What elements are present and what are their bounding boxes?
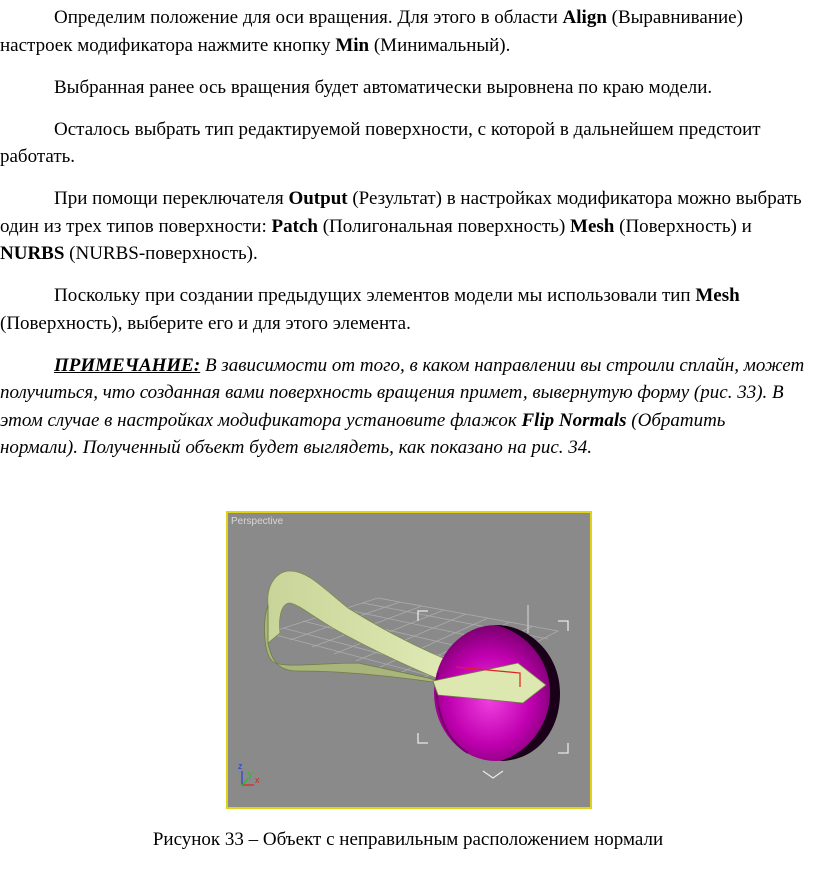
text: Определим положение для оси вращения. Для этого в области bbox=[54, 7, 563, 28]
text: (NURBS-поверхность). bbox=[64, 243, 258, 264]
axis-tripod bbox=[238, 761, 260, 785]
axis-z-label: z bbox=[238, 761, 243, 771]
axis-x-label: x bbox=[255, 775, 260, 785]
paragraph-align bbox=[0, 4, 816, 59]
term-mesh: Mesh bbox=[570, 215, 615, 237]
figure-caption: Рисунок 33 – Объект с неправильным расположением нормали bbox=[152, 829, 664, 850]
viewport-label: Perspective bbox=[231, 516, 284, 527]
text: (Выравнивание) настроек модификатора нажмите кнопку bbox=[0, 7, 743, 56]
figure-viewport bbox=[226, 511, 592, 809]
note-label: ПРИМЕЧАНИЕ: bbox=[54, 354, 201, 376]
ribbon-surface bbox=[265, 571, 468, 685]
paragraph-surface-type bbox=[0, 116, 816, 171]
term-patch: Patch bbox=[271, 215, 318, 237]
text: (Результат) в настройках модификатора можно выбрать один из трех типов поверхности: bbox=[0, 188, 802, 237]
text: Осталось выбрать тип редактируемой поверхности, с которой в дальнейшем предстоит работать. bbox=[0, 118, 761, 167]
paragraph-axis bbox=[0, 74, 816, 102]
paragraph-output bbox=[0, 185, 816, 268]
text: (Полигональная поверхность) bbox=[317, 215, 571, 237]
text: Поскольку при создании предыдущих элементов модели мы использовали тип bbox=[54, 285, 696, 306]
paragraph-mesh bbox=[0, 282, 816, 337]
text: В зависимости от того, в каком направлении вы строили сплайн, может получиться, что созданная вами поверхность вращения примет, вывернутую форму (рис. 33). В этом случае в настройках модификатора установите флажок bbox=[0, 354, 805, 431]
viewport-scene bbox=[228, 513, 590, 807]
term-mesh: Mesh bbox=[695, 285, 740, 306]
text: При помощи переключателя bbox=[54, 188, 289, 209]
axis-y-label: y bbox=[248, 769, 253, 779]
text: (Поверхность) и bbox=[614, 215, 752, 237]
text: Выбранная ранее ось вращения будет автоматически выровнена по краю модели. bbox=[54, 76, 713, 98]
term-min: Min bbox=[335, 34, 370, 56]
term-flip-normals: Flip Normals bbox=[521, 409, 627, 431]
text: (Поверхность), выберите его и для этого элемента. bbox=[0, 312, 411, 334]
note-paragraph bbox=[0, 352, 816, 462]
text: (Обратить нормали). Полученный объект будет выглядеть, как показано на рис. 34. bbox=[0, 409, 726, 458]
term-align: Align bbox=[562, 7, 607, 28]
text: (Минимальный). bbox=[369, 34, 511, 56]
term-output: Output bbox=[288, 188, 348, 209]
term-nurbs: NURBS bbox=[0, 243, 65, 264]
